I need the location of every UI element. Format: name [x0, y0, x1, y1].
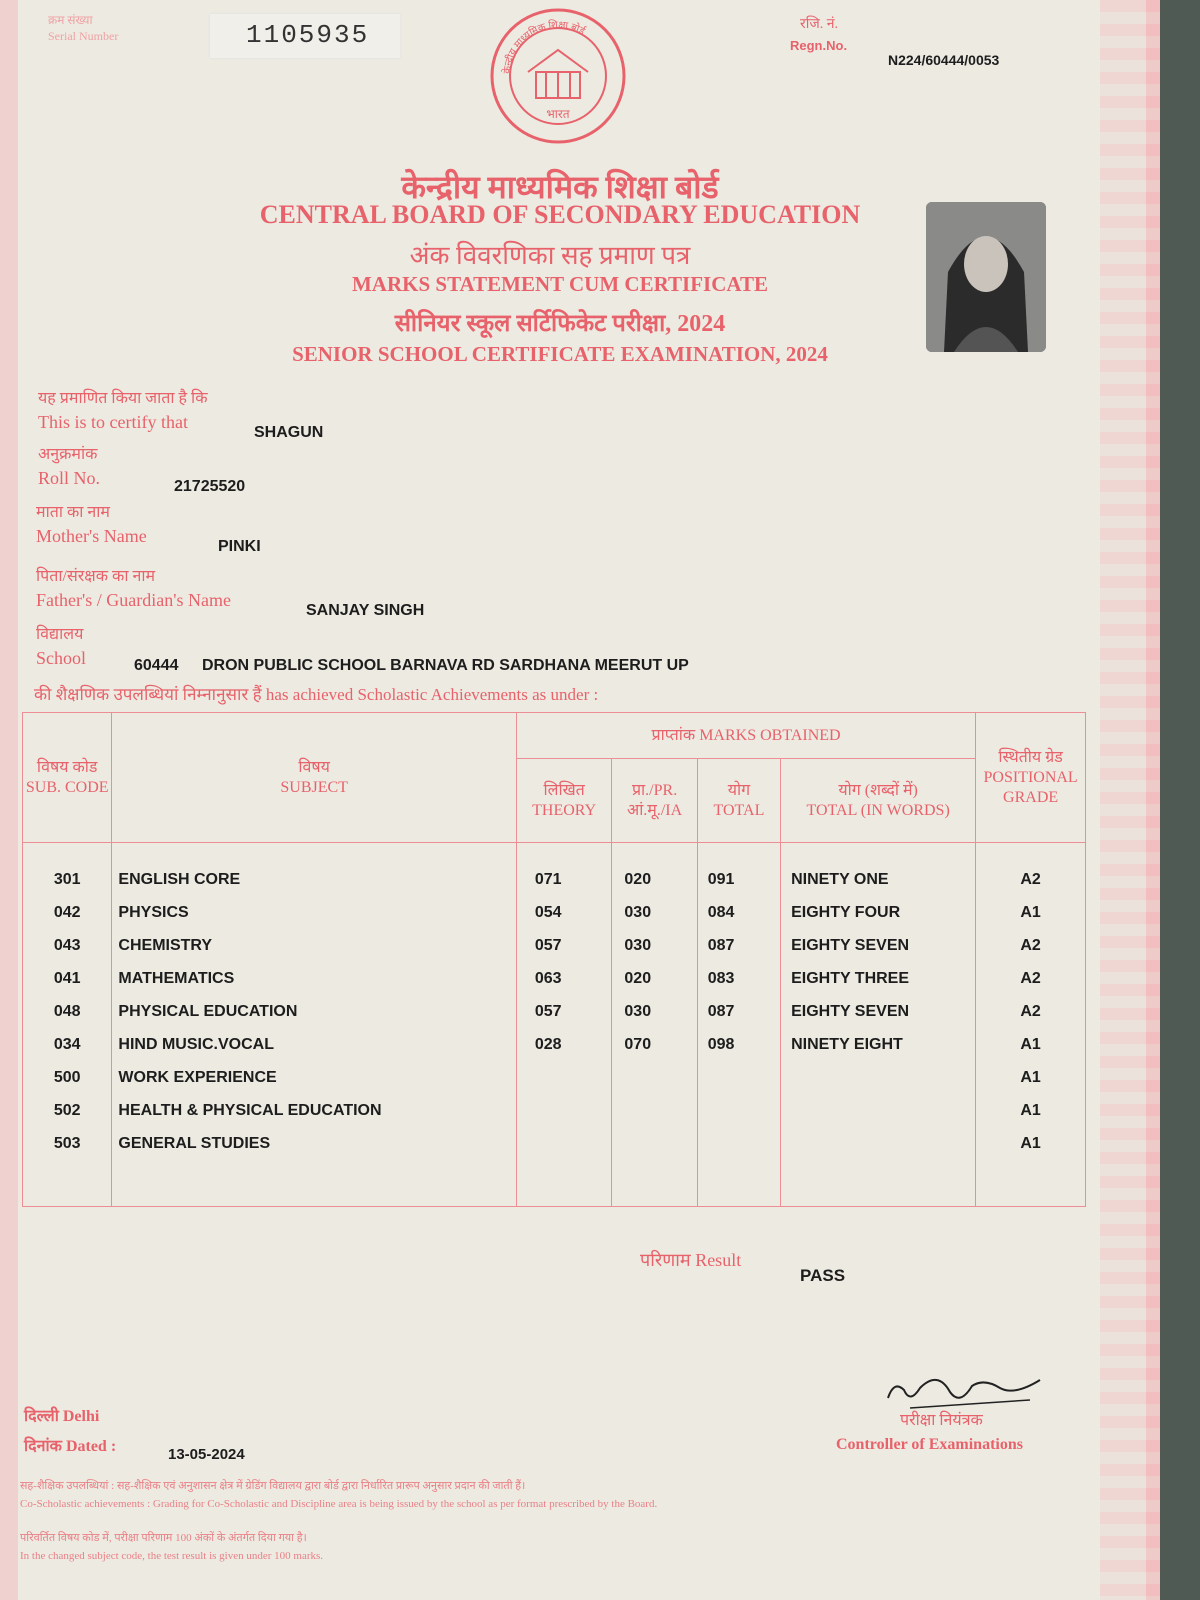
practical-marks: [624, 1061, 690, 1094]
header-words-hindi: योग (शब्दों में): [838, 781, 918, 799]
doc-title: MARKS STATEMENT CUM CERTIFICATE: [351, 272, 768, 296]
positional-grade: A1: [1020, 1036, 1041, 1053]
positional-grade: A1: [1020, 1069, 1041, 1086]
subject-name: PHYSICS: [118, 904, 189, 921]
positional-grade: A1: [1020, 1102, 1041, 1119]
father-label-hindi: पिता/संरक्षक का नाम: [36, 568, 156, 585]
header-total-hindi: योग: [727, 781, 751, 799]
subject-name: HEALTH & PHYSICAL EDUCATION: [118, 1102, 382, 1119]
positional-grade: A1: [1020, 1135, 1041, 1152]
header-theory-english: THEORY: [532, 801, 597, 819]
result-label: परिणाम Result: [640, 1250, 742, 1270]
result-value: PASS: [800, 1266, 846, 1285]
header-total-words: [781, 759, 976, 843]
col-code: [23, 843, 112, 1207]
total-marks: 091: [707, 871, 735, 888]
school-name: DRON PUBLIC SCHOOL BARNAVA RD SARDHANA MEERUT UP: [202, 657, 689, 674]
achievement-label-hindi: की शैक्षणिक उपलब्धियां निम्नानुसार हैं: [34, 685, 262, 704]
regn-label-english: Regn.No.: [790, 38, 848, 53]
total-marks: [708, 1127, 774, 1160]
cbse-seal-icon: [488, 6, 628, 146]
positional-grade: A1: [1020, 904, 1041, 921]
roll-label-hindi: अनुक्रमांक: [38, 446, 98, 463]
header-practical-line1: प्रा./PR.: [631, 781, 678, 799]
theory-marks: 028: [534, 1036, 562, 1053]
sub-code: 502: [53, 1102, 81, 1119]
achievement-label: has achieved Scholastic Achievements as under :: [265, 685, 599, 704]
sub-code: 042: [53, 904, 81, 921]
school-code: 60444: [134, 657, 179, 674]
header-subject-english: SUBJECT: [280, 778, 348, 796]
subject-name: MATHEMATICS: [118, 970, 235, 987]
total-marks: 087: [707, 937, 735, 954]
practical-marks: 030: [624, 937, 652, 954]
subject-name: PHYSICAL EDUCATION: [118, 1003, 298, 1020]
subject-name: ENGLISH CORE: [118, 871, 241, 888]
serial-label: [48, 12, 118, 44]
serial-number: 1105935: [246, 20, 370, 50]
total-marks: 098: [707, 1036, 735, 1053]
practical-marks: 020: [624, 871, 652, 888]
sub-code: 301: [53, 871, 81, 888]
col-theory: [516, 843, 612, 1207]
total-in-words: EIGHTY SEVEN: [791, 937, 910, 954]
practical-marks: 070: [624, 1036, 652, 1053]
total-in-words: EIGHTY THREE: [791, 970, 910, 987]
total-in-words: EIGHTY SEVEN: [791, 1003, 910, 1020]
header-grade-english: POSITIONAL GRADE: [983, 768, 1078, 806]
footnote-hindi-2: परिवर्तित विषय कोड में, परीक्षा परिणाम 100 अंकों के अंतर्गत दिया गया है।: [20, 1532, 307, 1544]
theory-marks: 071: [534, 871, 562, 888]
header-total: [697, 759, 780, 843]
seal-text: केन्द्रीय माध्यमिक शिक्षा बोर्ड: [501, 19, 587, 75]
exam-title: SENIOR SCHOOL CERTIFICATE EXAMINATION, 2024: [292, 342, 828, 366]
sub-code: 041: [53, 970, 81, 987]
certify-label: This is to certify that: [38, 412, 188, 432]
sub-code: 503: [53, 1135, 81, 1152]
header-theory-hindi: लिखित: [543, 781, 585, 799]
board-title-hindi: केन्द्रीय माध्यमिक शिक्षा बोर्ड: [401, 169, 719, 205]
header-words-english: TOTAL (IN WORDS): [806, 801, 950, 819]
practical-marks: [624, 1094, 690, 1127]
sub-code: 034: [53, 1036, 81, 1053]
theory-marks: [535, 1061, 606, 1094]
roll-number: 21725520: [174, 478, 246, 495]
dated-label: दिनांक Dated :: [24, 1438, 117, 1455]
subject-name: CHEMISTRY: [118, 937, 213, 954]
roll-label: Roll No.: [38, 468, 101, 488]
positional-grade: A2: [1020, 970, 1041, 987]
header-subject-hindi: विषय: [298, 758, 330, 776]
subject-name: HIND MUSIC.VOCAL: [118, 1036, 274, 1053]
marks-table: [22, 712, 1086, 1207]
practical-marks: 020: [624, 970, 652, 987]
school-label-hindi: विद्यालय: [36, 626, 84, 643]
serial-label-english: Serial Number: [48, 29, 119, 43]
header-total-english: TOTAL: [713, 801, 765, 819]
col-total-words: [781, 843, 976, 1207]
student-photo: [926, 202, 1046, 352]
seal-inner-text: भारत: [546, 107, 570, 121]
sub-code: 500: [53, 1069, 81, 1086]
header-theory: [516, 759, 612, 843]
practical-marks: [624, 1127, 690, 1160]
footnote-english-2: In the changed subject code, the test result is given under 100 marks.: [20, 1550, 324, 1562]
header-practical-line2: आं.मू./IA: [626, 801, 683, 819]
doc-title-hindi: अंक विवरणिका सह प्रमाण पत्र: [409, 241, 691, 270]
col-total: [697, 843, 780, 1207]
positional-grade: A2: [1020, 1003, 1041, 1020]
footnote-english-1: Co-Scholastic achievements : Grading for Co-Scholastic and Discipline area is being issued by the school as per format prescribed by the Board.: [20, 1498, 658, 1510]
header-marks-obtained: प्राप्तांक MARKS OBTAINED: [516, 713, 975, 759]
total-in-words: NINETY EIGHT: [791, 1036, 903, 1053]
col-practical: [612, 843, 697, 1207]
total-in-words: NINETY ONE: [791, 871, 889, 888]
board-title: CENTRAL BOARD OF SECONDARY EDUCATION: [259, 200, 861, 229]
total-in-words: EIGHTY FOUR: [791, 904, 901, 921]
practical-marks: 030: [624, 1003, 652, 1020]
controller-label-hindi: परीक्षा नियंत्रक: [900, 1412, 983, 1429]
subject-name: GENERAL STUDIES: [118, 1135, 271, 1152]
place-label: दिल्ली Delhi: [24, 1408, 100, 1425]
theory-marks: 054: [534, 904, 562, 921]
regn-label-hindi: रजि. नं.: [800, 17, 839, 32]
father-label: Father's / Guardian's Name: [36, 590, 231, 610]
theory-marks: 057: [534, 937, 562, 954]
total-marks: 087: [707, 1003, 735, 1020]
col-grade: [976, 843, 1086, 1207]
practical-marks: 030: [624, 904, 652, 921]
total-marks: [708, 1094, 774, 1127]
serial-label-hindi: क्रम संख्या: [48, 13, 93, 27]
father-name: SANJAY SINGH: [306, 602, 425, 619]
sub-code: 043: [53, 937, 81, 954]
footnote-hindi-1: सह-शैक्षिक उपलब्धियां : सह-शैक्षिक एवं अनुशासन क्षेत्र में ग्रेडिंग विद्यालय द्वारा बोर्ड द्वारा निर्धारित प्रारूप अनुसार प्रदान की जाती हैं।: [20, 1480, 526, 1492]
header-code-hindi: विषय कोड: [36, 758, 98, 776]
subject-name: WORK EXPERIENCE: [118, 1069, 277, 1086]
mother-name: PINKI: [218, 538, 261, 555]
certify-label-hindi: यह प्रमाणित किया जाता है कि: [38, 390, 208, 407]
total-in-words: [791, 1094, 969, 1127]
header-practical: [612, 759, 697, 843]
mother-label-hindi: माता का नाम: [36, 504, 111, 521]
header-grade-hindi: स्थितीय ग्रेड: [998, 748, 1063, 766]
exam-title-hindi: सीनियर स्कूल सर्टिफिकेट परीक्षा, 2024: [394, 311, 726, 337]
total-in-words: [791, 1127, 969, 1160]
col-subject: [112, 843, 516, 1207]
achievement-line: [34, 682, 598, 705]
student-name: SHAGUN: [254, 424, 324, 441]
header-sub-code: [23, 713, 112, 843]
header-subject: [112, 713, 516, 843]
issue-date: 13-05-2024: [168, 1446, 245, 1463]
total-marks: 083: [707, 970, 735, 987]
total-marks: 084: [707, 904, 735, 921]
sub-code: 048: [53, 1003, 81, 1020]
school-label: School: [36, 648, 87, 668]
mother-label: Mother's Name: [36, 526, 147, 546]
decorative-border: [1100, 0, 1160, 1600]
registration-number: N224/60444/0053: [888, 52, 1000, 68]
total-marks: [708, 1061, 774, 1094]
total-in-words: [791, 1061, 969, 1094]
controller-label: Controller of Examinations: [836, 1436, 1023, 1453]
theory-marks: 063: [534, 970, 562, 987]
theory-marks: [535, 1094, 606, 1127]
header-code-english: SUB. CODE: [25, 778, 109, 796]
positional-grade: A2: [1020, 871, 1041, 888]
theory-marks: 057: [534, 1003, 562, 1020]
theory-marks: [535, 1127, 606, 1160]
header-grade: [976, 713, 1086, 843]
positional-grade: A2: [1020, 937, 1041, 954]
